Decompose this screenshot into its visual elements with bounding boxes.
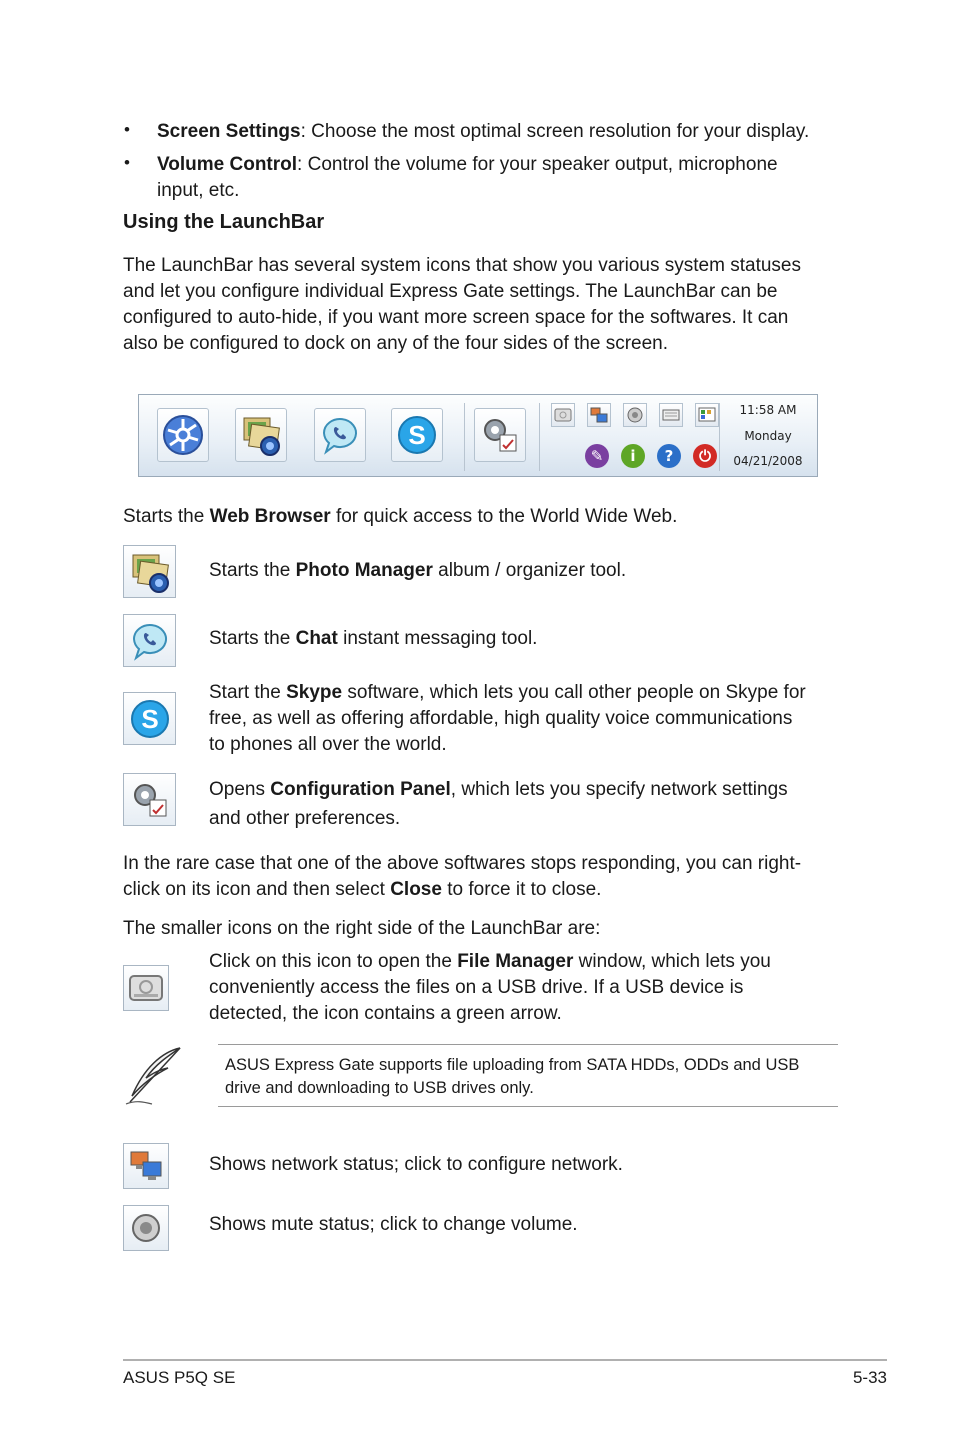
text: , which lets you specify network settings xyxy=(450,779,788,800)
term: Photo Manager xyxy=(295,560,433,581)
bullet-volume-control xyxy=(157,152,778,204)
text: to phones all over the world. xyxy=(209,734,447,755)
note-bottom-rule xyxy=(218,1106,838,1107)
file-manager-description xyxy=(209,949,771,1027)
intro-paragraph xyxy=(123,253,801,357)
skype-icon[interactable] xyxy=(391,408,443,462)
keyboard-icon[interactable] xyxy=(659,403,683,427)
note-line: drive and downloading to USB drives only. xyxy=(225,1079,534,1097)
footer-rule xyxy=(123,1359,887,1361)
chat-icon[interactable] xyxy=(314,408,366,462)
volume-icon xyxy=(123,1205,169,1251)
term: Web Browser xyxy=(209,506,331,527)
term: Configuration Panel xyxy=(270,779,451,800)
clock-day: Monday xyxy=(744,429,792,443)
intro-line: and let you configure individual Express Gate settings. The LaunchBar can be xyxy=(123,281,778,302)
text: Opens xyxy=(209,779,271,800)
text: conveniently access the files on a USB drive. If a USB device is xyxy=(209,977,744,998)
bullet-text: : Choose the most optimal screen resolution for your display. xyxy=(300,121,810,142)
term: File Manager xyxy=(457,951,574,972)
term: Close xyxy=(390,879,442,900)
launchbar-separator xyxy=(464,403,465,471)
text: Click on this icon to open the xyxy=(209,951,458,972)
chat-icon xyxy=(123,614,176,667)
term: Skype xyxy=(286,682,343,703)
term: Chat xyxy=(295,628,338,649)
network-icon xyxy=(123,1143,169,1189)
intro-line: configured to auto-hide, if you want more screen space for the softwares. It can xyxy=(123,307,789,328)
page-number: 5-33 xyxy=(852,1368,887,1387)
file-manager-icon xyxy=(123,965,169,1011)
text: software, which lets you call other people on Skype for xyxy=(342,682,806,703)
footer-product: ASUS P5Q SE xyxy=(123,1368,236,1387)
help-icon[interactable]: ? xyxy=(657,444,681,468)
section-title: Using the LaunchBar xyxy=(123,211,325,233)
info-icon[interactable]: i xyxy=(621,444,645,468)
volume-icon[interactable] xyxy=(623,403,647,427)
power-icon[interactable]: ⏻ xyxy=(693,444,717,468)
bullet-screen-settings xyxy=(157,119,809,145)
text: instant messaging tool. xyxy=(337,628,538,649)
network-description: Shows network status; click to configure network. xyxy=(209,1154,623,1175)
skype-description xyxy=(209,680,806,758)
text: Start the xyxy=(209,682,287,703)
text: for quick access to the World Wide Web. xyxy=(330,506,678,527)
file-manager-icon[interactable] xyxy=(551,403,575,427)
text: click on its icon and then select xyxy=(123,879,391,900)
text: to force it to close. xyxy=(441,879,602,900)
bullet-text: input, etc. xyxy=(157,180,240,201)
chat-description xyxy=(209,626,537,652)
svg-text:S: S xyxy=(140,703,159,734)
screen-settings-icon[interactable] xyxy=(695,403,719,427)
text: and other preferences. xyxy=(209,808,401,829)
bullet-marker: • xyxy=(124,120,130,139)
clock-date: 04/21/2008 xyxy=(733,454,803,468)
text: album / organizer tool. xyxy=(432,560,627,581)
text: In the rare case that one of the above softwares stops responding, you can right- xyxy=(123,853,802,874)
photo-manager-icon[interactable] xyxy=(235,408,287,462)
photo-manager-icon xyxy=(123,545,176,598)
text: free, as well as offering affordable, high quality voice communications xyxy=(209,708,793,729)
configuration-panel-icon[interactable] xyxy=(474,408,526,462)
clock-time: 11:58 AM xyxy=(739,403,797,417)
note-line: ASUS Express Gate supports file uploading from SATA HDDs, ODDs and USB xyxy=(225,1056,800,1074)
note-top-rule xyxy=(218,1044,838,1045)
bullet-term: Screen Settings xyxy=(157,121,301,142)
intro-line: The LaunchBar has several system icons that show you various system statuses xyxy=(123,255,801,276)
text: Starts the xyxy=(123,506,210,527)
launchbar-separator xyxy=(719,403,720,471)
launchbar xyxy=(138,394,818,477)
bullet-marker: • xyxy=(124,153,130,172)
configuration-panel-icon xyxy=(123,773,176,826)
text: Starts the xyxy=(209,628,296,649)
rare-case-paragraph xyxy=(123,851,801,903)
configuration-panel-description xyxy=(209,775,788,833)
text: Starts the xyxy=(209,560,296,581)
skype-icon xyxy=(123,692,176,745)
mute-description: Shows mute status; click to change volume. xyxy=(209,1214,578,1235)
note-text xyxy=(225,1054,799,1100)
svg-text:S: S xyxy=(408,420,426,450)
intro-line: also be configured to dock on any of the four sides of the screen. xyxy=(123,333,669,354)
launchbar-separator xyxy=(539,403,540,471)
network-icon[interactable] xyxy=(587,403,611,427)
text: window, which lets you xyxy=(573,951,771,972)
web-browser-description xyxy=(123,504,677,530)
bullet-text: : Control the volume for your speaker output, microphone xyxy=(297,154,778,175)
web-browser-icon[interactable] xyxy=(157,408,209,462)
note-quill-icon xyxy=(122,1044,186,1114)
tools-icon[interactable]: ✎ xyxy=(585,444,609,468)
photo-manager-description xyxy=(209,558,626,584)
smaller-icons-intro: The smaller icons on the right side of the LaunchBar are: xyxy=(123,918,601,939)
bullet-term: Volume Control xyxy=(157,154,298,175)
text: detected, the icon contains a green arrow. xyxy=(209,1003,562,1024)
